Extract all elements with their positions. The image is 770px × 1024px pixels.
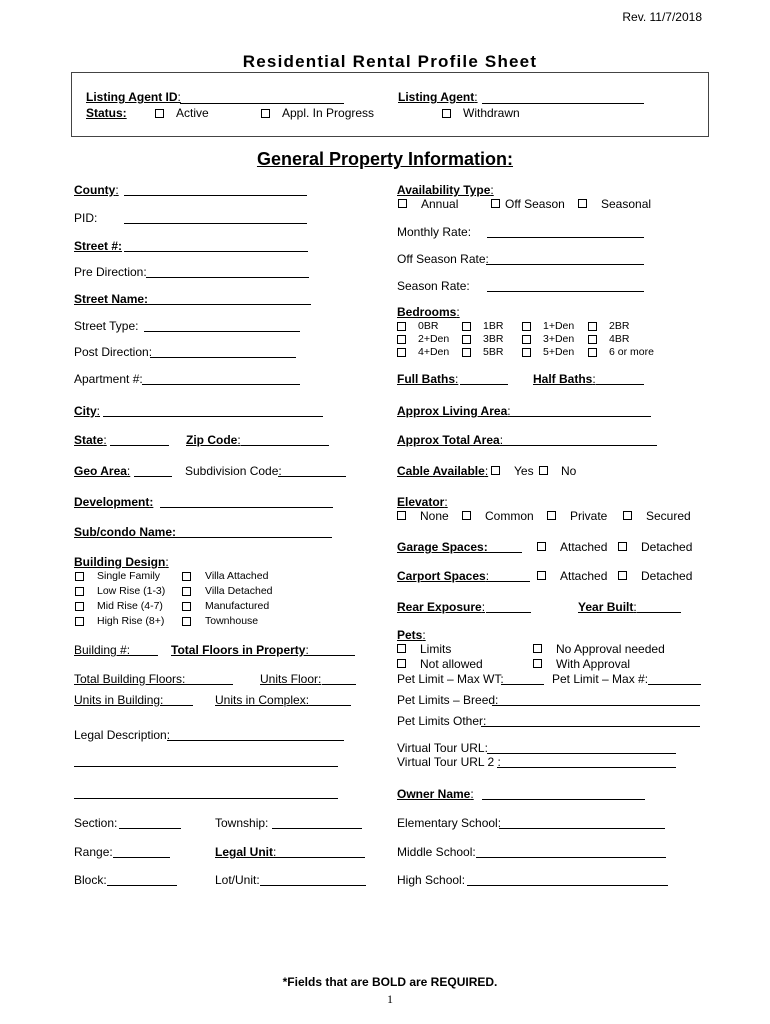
subdivision-code-field[interactable] — [278, 476, 346, 477]
virtual-tour-url-label: Virtual Tour URL: — [397, 741, 488, 755]
bedroom-checkbox[interactable] — [462, 335, 471, 344]
bedroom-option: 1+Den — [543, 320, 575, 332]
subcondo-name-label: Sub/condo Name: — [74, 525, 177, 539]
full-baths-field[interactable] — [460, 384, 508, 385]
bedroom-option: 2+Den — [418, 333, 450, 345]
full-baths-label: Full Baths: — [397, 372, 459, 386]
status-active-label: Active — [176, 106, 209, 120]
city-field[interactable] — [103, 416, 323, 417]
status-withdrawn-label: Withdrawn — [463, 106, 520, 120]
legal-description-line[interactable] — [74, 798, 338, 799]
pets-with-approval-checkbox[interactable] — [533, 659, 542, 668]
approx-total-area-label: Approx Total Area: — [397, 433, 504, 447]
pet-limits-other-label: Pet Limits Other: — [397, 714, 487, 728]
elevator-common-label: Common — [485, 509, 534, 523]
status-appl-label: Appl. In Progress — [282, 106, 375, 120]
listing-agent-id-field[interactable] — [180, 103, 344, 104]
status-withdrawn-checkbox[interactable] — [442, 109, 451, 118]
rear-exposure-field[interactable] — [486, 612, 531, 613]
half-baths-field[interactable] — [596, 384, 644, 385]
elevator-common-checkbox[interactable] — [462, 511, 471, 520]
county-label: County: — [74, 183, 119, 197]
cable-available-label: Cable Available: — [397, 464, 489, 478]
pet-limit-wt-label: Pet Limit – Max WT: — [397, 672, 504, 686]
year-built-label: Year Built: — [578, 600, 637, 614]
design-option: Villa Attached — [205, 570, 269, 582]
pre-direction-field[interactable] — [146, 277, 309, 278]
revision-date: Rev. 11/7/2018 — [622, 10, 702, 24]
pets-no-approval-checkbox[interactable] — [533, 644, 542, 653]
legal-unit-label: Legal Unit: — [215, 845, 277, 859]
elevator-label: Elevator: — [397, 495, 448, 509]
bedroom-option: 3BR — [483, 333, 504, 345]
owner-name-label: Owner Name: — [397, 787, 474, 801]
owner-name-field[interactable] — [482, 799, 645, 800]
page-number: 1 — [387, 992, 393, 1006]
building-num-field[interactable] — [130, 655, 158, 656]
elevator-none-checkbox[interactable] — [397, 511, 406, 520]
cable-yes-label: Yes — [514, 464, 534, 478]
county-field[interactable] — [124, 195, 307, 196]
virtual-tour-url2-field[interactable] — [497, 767, 676, 768]
monthly-rate-field[interactable] — [487, 237, 644, 238]
design-checkbox[interactable] — [182, 602, 191, 611]
half-baths-label: Half Baths: — [533, 372, 596, 386]
pets-not-allowed-checkbox[interactable] — [397, 659, 406, 668]
subcondo-name-field[interactable] — [176, 537, 332, 538]
bedroom-checkbox[interactable] — [588, 348, 597, 357]
block-label: Block: — [74, 873, 107, 887]
pet-limits-other-field[interactable] — [481, 726, 700, 727]
carport-detached-label: Detached — [641, 569, 693, 583]
street-num-field[interactable] — [124, 251, 308, 252]
bedroom-option: 4+Den — [418, 346, 450, 358]
total-floors-property-field[interactable] — [304, 655, 355, 656]
bedroom-option: 3+Den — [543, 333, 575, 345]
pets-limits-checkbox[interactable] — [397, 644, 406, 653]
design-option: Mid Rise (4-7) — [97, 600, 163, 612]
elementary-school-field[interactable] — [499, 828, 665, 829]
design-checkbox[interactable] — [182, 587, 191, 596]
pets-label: Pets: — [397, 628, 426, 642]
year-built-field[interactable] — [637, 612, 681, 613]
units-in-complex-field[interactable] — [306, 705, 351, 706]
bedroom-option: 4BR — [609, 333, 630, 345]
bedroom-checkbox[interactable] — [522, 322, 531, 331]
post-direction-label: Post Direction: — [74, 345, 153, 359]
season-rate-label: Season Rate: — [397, 279, 470, 293]
bedroom-checkbox[interactable] — [588, 335, 597, 344]
pets-no-approval-label: No Approval needed — [556, 642, 665, 656]
approx-living-area-label: Approx Living Area: — [397, 404, 511, 418]
bedroom-option: 5BR — [483, 346, 504, 358]
pet-limits-breed-label: Pet Limits – Breed: — [397, 693, 499, 707]
garage-attached-label: Attached — [560, 540, 608, 554]
section-title: General Property Information: — [256, 149, 514, 169]
season-rate-field[interactable] — [487, 291, 644, 292]
block-field[interactable] — [107, 885, 177, 886]
section-field[interactable] — [119, 828, 181, 829]
development-label: Development: — [74, 495, 154, 509]
pets-with-approval-label: With Approval — [556, 657, 631, 671]
pre-direction-label: Pre Direction: — [74, 265, 147, 279]
pid-label: PID: — [74, 211, 98, 225]
virtual-tour-url-field[interactable] — [487, 753, 676, 754]
bedroom-checkbox[interactable] — [462, 348, 471, 357]
units-in-building-label: Units in Building: — [74, 693, 164, 707]
pets-not-allowed-label: Not allowed — [420, 657, 483, 671]
design-checkbox[interactable] — [75, 587, 84, 596]
status-active-checkbox[interactable] — [155, 109, 164, 118]
city-label: City: — [74, 404, 101, 418]
middle-school-label: Middle School: — [397, 845, 476, 859]
township-label: Township: — [215, 816, 269, 830]
required-fields-note: *Fields that are BOLD are REQUIRED. — [282, 975, 498, 989]
bedroom-checkbox[interactable] — [522, 335, 531, 344]
post-direction-field[interactable] — [150, 357, 296, 358]
elementary-school-label: Elementary School: — [397, 816, 502, 830]
seasonal-checkbox[interactable] — [578, 199, 587, 208]
design-checkbox[interactable] — [75, 602, 84, 611]
bedrooms-label: Bedrooms: — [397, 305, 460, 319]
units-floor-field[interactable] — [322, 684, 356, 685]
range-field[interactable] — [113, 857, 170, 858]
status-appl-checkbox[interactable] — [261, 109, 270, 118]
off-season-rate-label: Off Season Rate: — [397, 252, 489, 266]
design-option: Townhouse — [205, 615, 259, 627]
geo-area-field[interactable] — [134, 476, 172, 477]
pid-field[interactable] — [124, 223, 307, 224]
design-option: Manufactured — [205, 600, 270, 612]
development-field[interactable] — [160, 507, 333, 508]
design-option: Low Rise (1-3) — [97, 585, 166, 597]
high-school-label: High School: — [397, 873, 466, 887]
street-type-label: Street Type: — [74, 319, 139, 333]
design-option: Villa Detached — [205, 585, 273, 597]
section-label: Section: — [74, 816, 118, 830]
apartment-label: Apartment #: — [74, 372, 143, 386]
lot-unit-field[interactable] — [260, 885, 366, 886]
legal-description-line[interactable] — [74, 766, 338, 767]
street-name-label: Street Name: — [74, 292, 149, 306]
street-name-field[interactable] — [146, 304, 311, 305]
carport-spaces-field[interactable] — [487, 581, 530, 582]
bedroom-option: 1BR — [483, 320, 504, 332]
cable-yes-checkbox[interactable] — [491, 466, 500, 475]
building-design-label: Building Design: — [74, 555, 169, 569]
garage-spaces-field[interactable] — [486, 552, 522, 553]
garage-detached-label: Detached — [641, 540, 693, 554]
availability-type-label: Availability Type: — [397, 183, 494, 197]
state-label: State: — [74, 433, 107, 447]
total-floors-property-label: Total Floors in Property: — [171, 643, 309, 657]
carport-spaces-label: Carport Spaces: — [397, 569, 490, 583]
range-label: Range: — [74, 845, 113, 859]
units-floor-label: Units Floor: — [260, 672, 322, 686]
pet-limit-num-field[interactable] — [648, 684, 701, 685]
annual-checkbox[interactable] — [398, 199, 407, 208]
seasonal-label: Seasonal — [601, 197, 652, 211]
building-num-label: Building #: — [74, 643, 131, 657]
legal-description-field[interactable] — [167, 740, 344, 741]
off-season-rate-field[interactable] — [486, 264, 644, 265]
apartment-field[interactable] — [142, 384, 300, 385]
design-option: High Rise (8+) — [97, 615, 165, 627]
off-season-label: Off Season — [505, 197, 565, 211]
garage-attached-checkbox[interactable] — [537, 542, 546, 551]
elevator-private-checkbox[interactable] — [547, 511, 556, 520]
carport-attached-label: Attached — [560, 569, 608, 583]
monthly-rate-label: Monthly Rate: — [397, 225, 472, 239]
bedroom-option: 2BR — [609, 320, 630, 332]
bedroom-option: 6 or more — [609, 346, 654, 358]
approx-living-area-field[interactable] — [509, 416, 651, 417]
geo-area-label: Geo Area: — [74, 464, 131, 478]
approx-total-area-field[interactable] — [501, 445, 657, 446]
design-checkbox[interactable] — [182, 617, 191, 626]
elevator-none-label: None — [420, 509, 449, 523]
bedroom-checkbox[interactable] — [397, 348, 406, 357]
legal-unit-field[interactable] — [275, 857, 365, 858]
garage-spaces-label: Garage Spaces: — [397, 540, 488, 554]
annual-label: Annual — [421, 197, 459, 211]
elevator-secured-label: Secured — [646, 509, 691, 523]
carport-detached-checkbox[interactable] — [618, 571, 627, 580]
cable-no-checkbox[interactable] — [539, 466, 548, 475]
legal-description-label: Legal Description: — [74, 728, 171, 742]
elevator-private-label: Private — [570, 509, 608, 523]
rear-exposure-label: Rear Exposure: — [397, 600, 486, 614]
off-season-checkbox[interactable] — [491, 199, 500, 208]
bedroom-option: 5+Den — [543, 346, 575, 358]
status-label: Status: — [86, 106, 127, 120]
listing-agent-field[interactable] — [482, 103, 644, 104]
listing-agent-label: Listing Agent: — [398, 90, 478, 104]
listing-agent-id-label: Listing Agent ID: — [86, 90, 181, 104]
pet-limit-wt-field[interactable] — [501, 684, 544, 685]
design-checkbox[interactable] — [75, 617, 84, 626]
elevator-secured-checkbox[interactable] — [623, 511, 632, 520]
virtual-tour-url2-label: Virtual Tour URL 2 : — [397, 755, 501, 769]
township-field[interactable] — [272, 828, 362, 829]
bedroom-checkbox[interactable] — [462, 322, 471, 331]
zip-code-field[interactable] — [241, 445, 329, 446]
zip-code-label: Zip Code: — [186, 433, 241, 447]
pets-limits-label: Limits — [420, 642, 452, 656]
design-option: Single Family — [97, 570, 161, 582]
units-in-complex-label: Units in Complex: — [215, 693, 310, 707]
header-box — [71, 72, 709, 137]
units-in-building-field[interactable] — [161, 705, 193, 706]
page-title: Residential Rental Profile Sheet — [242, 52, 538, 71]
pet-limits-breed-field[interactable] — [492, 705, 700, 706]
total-building-floors-field[interactable] — [185, 684, 233, 685]
total-building-floors-label: Total Building Floors: — [74, 672, 186, 686]
middle-school-field[interactable] — [476, 857, 666, 858]
bedroom-checkbox[interactable] — [397, 335, 406, 344]
cable-no-label: No — [561, 464, 577, 478]
bedroom-checkbox[interactable] — [522, 348, 531, 357]
bedroom-option: 0BR — [418, 320, 439, 332]
bedroom-checkbox[interactable] — [397, 322, 406, 331]
subdivision-code-label: Subdivision Code: — [185, 464, 282, 478]
pet-limit-num-label: Pet Limit – Max #: — [552, 672, 649, 686]
high-school-field[interactable] — [467, 885, 668, 886]
street-type-field[interactable] — [144, 331, 300, 332]
design-checkbox[interactable] — [182, 572, 191, 581]
garage-detached-checkbox[interactable] — [618, 542, 627, 551]
state-field[interactable] — [110, 445, 169, 446]
street-num-label: Street #: — [74, 239, 123, 253]
bedroom-checkbox[interactable] — [588, 322, 597, 331]
carport-attached-checkbox[interactable] — [537, 571, 546, 580]
design-checkbox[interactable] — [75, 572, 84, 581]
lot-unit-label: Lot/Unit: — [215, 873, 260, 887]
